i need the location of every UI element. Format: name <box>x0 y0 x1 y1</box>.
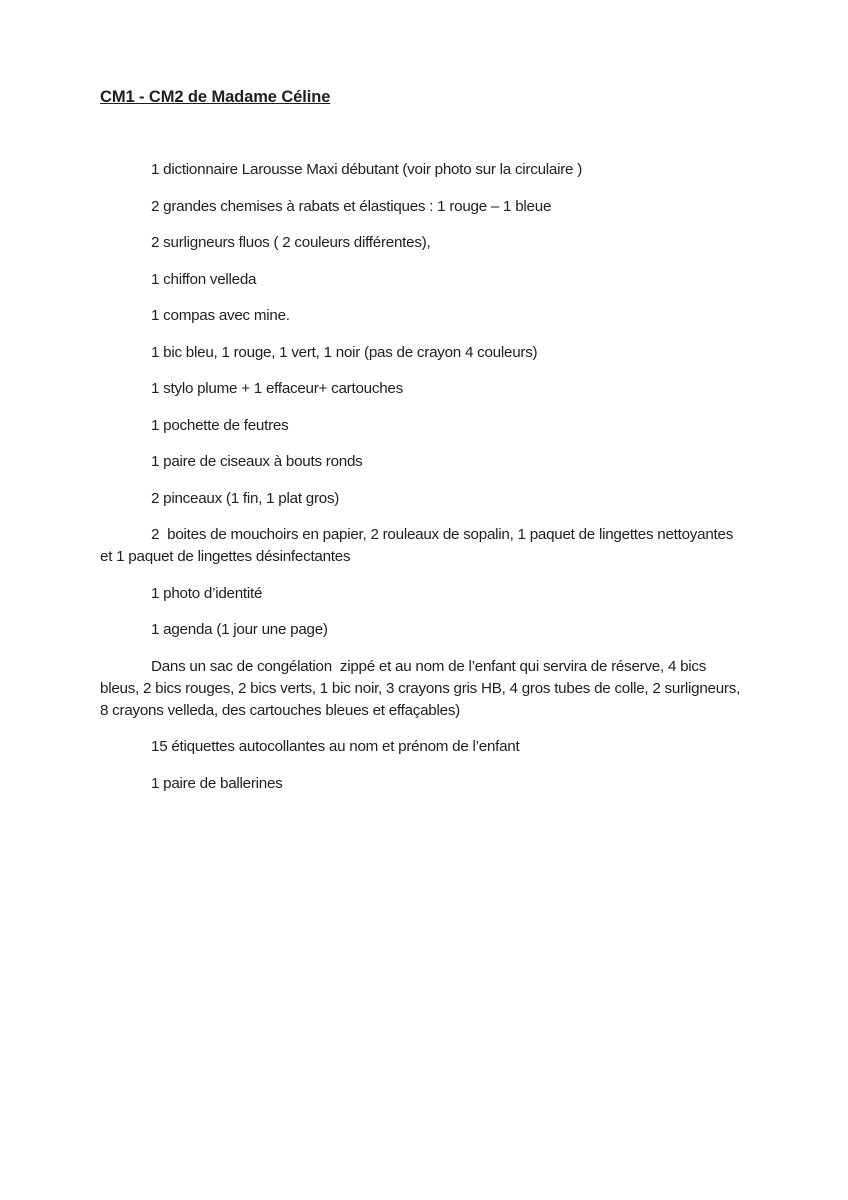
list-item: 2 boites de mouchoirs en papier, 2 rouleaux de sopalin, 1 paquet de lingettes nettoyantes et 1 paquet de lingettes désinfectantes <box>100 526 738 565</box>
list-item: 2 surligneurs fluos ( 2 couleurs différentes), <box>151 234 431 251</box>
list-item: 1 chiffon velleda <box>151 270 257 288</box>
list-item: 1 paire de ciseaux à bouts ronds <box>151 453 363 470</box>
list-item: 15 étiquettes autocollantes au nom et prénom de l’enfant <box>151 738 520 755</box>
list-item: 1 dictionnaire Larousse Maxi débutant (voir photo sur la circulaire ) <box>151 161 583 178</box>
page-title: CM1 - CM2 de Madame Céline <box>100 88 331 106</box>
list-item: 1 pochette de feutres <box>151 416 289 434</box>
list-item: 1 stylo plume + 1 effaceur+ cartouches <box>151 380 403 397</box>
supplies-list <box>100 159 745 795</box>
list-item: 1 agenda (1 jour une page) <box>151 621 328 638</box>
list-item: 1 bic bleu, 1 rouge, 1 vert, 1 noir (pas de crayon 4 couleurs) <box>151 343 538 361</box>
list-item: 1 paire de ballerines <box>151 774 283 792</box>
list-item: 1 photo d’identité <box>151 584 263 602</box>
list-item: 1 compas avec mine. <box>151 307 290 324</box>
list-item: Dans un sac de congélation zippé et au nom de l’enfant qui servira de réserve, 4 bics bleus, 2 bics rouges, 2 bics verts, 1 bic noir, 3 crayons gris HB, 4 gros tubes de colle, 2 surligneurs, 8 crayons velleda, des cartouches bleues et effaçables) <box>100 657 745 719</box>
list-item: 2 pinceaux (1 fin, 1 plat gros) <box>151 489 340 507</box>
list-item: 2 grandes chemises à rabats et élastiques : 1 rouge – 1 bleue <box>151 197 552 215</box>
